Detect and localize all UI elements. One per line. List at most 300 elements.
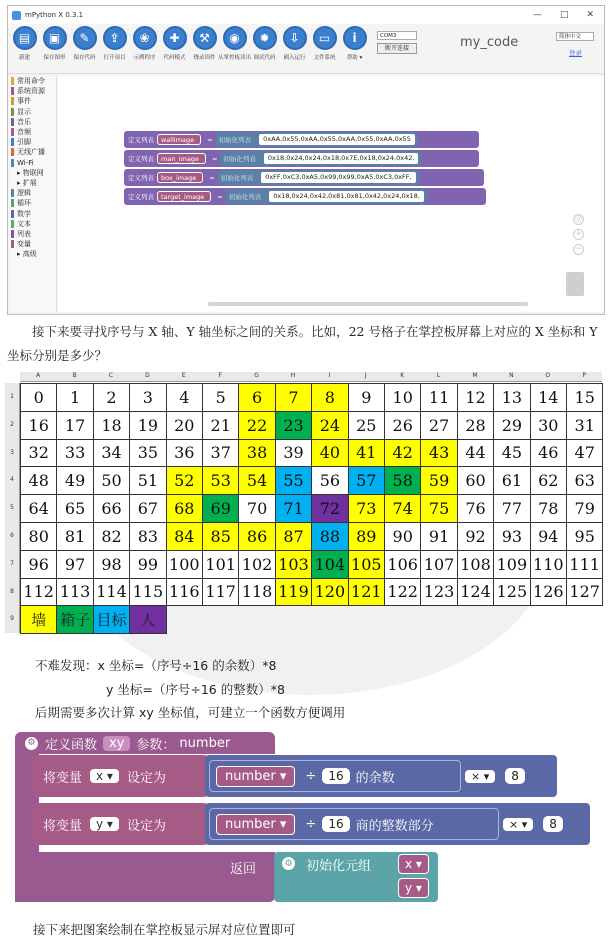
multiplier-number[interactable]: 8 xyxy=(505,768,525,784)
grid-cell: 23 xyxy=(275,411,312,440)
sidebar-category[interactable] xyxy=(9,158,56,168)
sidebar-category-label: 变量 xyxy=(17,240,31,249)
new-file-icon: ▤ xyxy=(13,26,37,50)
window-title: mPython X 0.3.1 xyxy=(25,11,84,19)
grid-cell: 100 xyxy=(166,550,203,579)
grid-cell: 2 xyxy=(93,383,130,412)
grid-cell: 43 xyxy=(420,439,457,468)
toolbar-button[interactable] xyxy=(10,26,39,61)
sidebar-category-label: 无线广播 xyxy=(17,148,45,157)
column-header: E xyxy=(166,372,202,382)
sidebar-category[interactable] xyxy=(9,178,56,188)
grid-cell: 24 xyxy=(311,411,348,440)
define-function-block[interactable] xyxy=(15,732,275,754)
grid-cell: 27 xyxy=(420,411,457,440)
toolbar-button[interactable] xyxy=(190,26,219,61)
grid-cell: 15 xyxy=(566,383,603,412)
sidebar-category[interactable] xyxy=(9,76,56,86)
legend-cell: 箱子 xyxy=(56,605,93,634)
grid-cell: 120 xyxy=(311,578,348,607)
function-name[interactable]: xy xyxy=(103,736,130,751)
sidebar-category-label: 数学 xyxy=(17,209,31,218)
horizontal-scrollbar[interactable] xyxy=(208,302,528,306)
column-header: F xyxy=(202,372,238,382)
sidebar-category-label: 列表 xyxy=(17,229,31,238)
row-header: 8 xyxy=(5,578,20,606)
grid-cell: 104 xyxy=(311,550,348,579)
gear-icon[interactable]: ⚙ xyxy=(25,737,38,750)
grid-cell: 121 xyxy=(348,578,385,607)
toolbar-button[interactable] xyxy=(130,26,159,61)
var-y-dropdown[interactable]: y ▾ xyxy=(90,817,119,831)
grid-cell: 11 xyxy=(420,383,457,412)
sidebar-category[interactable] xyxy=(9,137,56,147)
grid-cell: 69 xyxy=(202,494,239,523)
grid-cell: 52 xyxy=(166,466,203,495)
grid-cell: 107 xyxy=(420,550,457,579)
toolbar-button[interactable] xyxy=(100,26,129,61)
grid-cell: 21 xyxy=(202,411,239,440)
sidebar-category[interactable] xyxy=(9,86,56,96)
grid-cell: 53 xyxy=(202,466,239,495)
sidebar-category[interactable] xyxy=(9,229,56,239)
sidebar-category-label: 循环 xyxy=(17,199,31,208)
grid-cell: 86 xyxy=(238,522,275,551)
toolbar-button-label: 从掌控板读出 xyxy=(218,55,252,61)
category-color-swatch xyxy=(11,199,14,207)
category-color-swatch xyxy=(11,138,14,146)
grid-cell: 66 xyxy=(93,494,130,523)
multiply-op-dropdown[interactable]: × ▾ xyxy=(503,818,533,831)
formula-y: y 坐标=（序号÷16 的整数）*8 xyxy=(106,682,285,697)
divisor-number[interactable]: 16 xyxy=(322,816,349,832)
grid-cell: 115 xyxy=(129,578,166,607)
column-header: A xyxy=(20,372,56,382)
list-values-field[interactable]: 0xAA,0x55,0xAA,0x55,0xAA,0x55,0xAA,0x55 xyxy=(259,134,415,145)
zoom-controls xyxy=(573,214,584,255)
sidebar-category[interactable] xyxy=(9,107,56,117)
grid-cell: 18 xyxy=(93,411,130,440)
list-var-dropdown[interactable]: target_image xyxy=(157,191,211,202)
toolbar-button-label: 调试代码 xyxy=(253,55,276,61)
grid-cell: 44 xyxy=(457,439,494,468)
formula-x: 不难发现：x 坐标=（序号÷16 的余数）*8 xyxy=(35,658,277,673)
row-header: 4 xyxy=(5,466,20,494)
row-header: 6 xyxy=(5,522,20,550)
toolbar-button-label: 新建 xyxy=(18,55,30,61)
sidebar-category-label: ▸ 物联网 xyxy=(17,168,44,177)
grid-cell: 111 xyxy=(566,550,603,579)
column-header: H xyxy=(275,372,311,382)
file-system-icon: ▭ xyxy=(313,26,337,50)
toolbar-button[interactable] xyxy=(70,26,99,61)
column-header: C xyxy=(93,372,129,382)
category-color-swatch xyxy=(11,148,14,156)
sidebar-category[interactable] xyxy=(9,188,56,198)
init-list-label: 初始化列表 xyxy=(223,155,256,163)
grid-cell: 124 xyxy=(457,578,494,607)
grid-cell: 79 xyxy=(566,494,603,523)
multiplier-number[interactable]: 8 xyxy=(543,816,563,832)
grid-cell: 77 xyxy=(493,494,530,523)
debug-icon: ✹ xyxy=(253,26,277,50)
list-var-dropdown[interactable]: man_image xyxy=(157,153,206,164)
sidebar-category-label: 系统资源 xyxy=(17,87,45,96)
port-select[interactable]: COM3 xyxy=(377,31,417,40)
define-list-label: 定义列表 xyxy=(128,136,154,144)
category-color-swatch xyxy=(11,118,14,126)
grid-cell: 62 xyxy=(530,466,567,495)
zoom-out-icon[interactable]: − xyxy=(574,244,583,254)
language-select[interactable]: 简体中文 xyxy=(556,32,594,41)
grid-cell: 84 xyxy=(166,522,203,551)
toolbar-button[interactable] xyxy=(340,26,369,61)
category-color-swatch xyxy=(11,77,14,85)
grid-cell: 1 xyxy=(56,383,93,412)
divide-sign: ÷ xyxy=(305,768,317,784)
init-list-block[interactable] xyxy=(218,170,419,185)
category-color-swatch xyxy=(11,97,14,105)
code-mode-icon: ✚ xyxy=(163,26,187,50)
divide-sign: ÷ xyxy=(305,816,317,832)
grid-cell: 127 xyxy=(566,578,603,607)
multiply-block-x[interactable] xyxy=(205,755,557,797)
grid-cell: 54 xyxy=(238,466,275,495)
quotient-label: 商的整数部分 xyxy=(355,818,434,834)
grid-cell: 29 xyxy=(493,411,530,440)
sidebar-category-label: ▸ 高级 xyxy=(17,250,37,259)
init-list-label: 初始化列表 xyxy=(220,174,254,182)
column-header: M xyxy=(457,372,493,382)
grid-cell: 123 xyxy=(420,578,457,607)
remainder-block[interactable] xyxy=(209,760,461,792)
number-var-dropdown[interactable]: number ▾ xyxy=(216,814,295,835)
grid-cell: 20 xyxy=(166,411,203,440)
grid-cell: 48 xyxy=(20,466,57,495)
grid-cell: 28 xyxy=(457,411,494,440)
block-category-sidebar xyxy=(9,76,57,312)
toolbar-button-label: 示例程序 xyxy=(133,55,156,61)
sidebar-category[interactable] xyxy=(9,117,56,127)
column-header: J xyxy=(348,372,384,382)
grid-cell: 88 xyxy=(311,522,348,551)
row-header: 2 xyxy=(5,411,20,439)
grid-cell: 39 xyxy=(275,439,312,468)
toolbar-button-label: 刷入运行 xyxy=(283,55,306,61)
init-tuple-block[interactable] xyxy=(274,852,438,902)
grid-cell: 35 xyxy=(129,439,166,468)
grid-cell: 34 xyxy=(93,439,130,468)
sidebar-category-label: 事件 xyxy=(17,97,31,106)
grid-cell: 56 xyxy=(311,466,348,495)
legend-cell: 墙 xyxy=(20,605,57,634)
grid-cell: 51 xyxy=(129,466,166,495)
grid-cell: 112 xyxy=(20,578,57,607)
set-to-label: 设定为 xyxy=(126,770,166,786)
category-color-swatch xyxy=(11,230,14,238)
grid-cell: 16 xyxy=(20,411,57,440)
grid-cell: 59 xyxy=(420,466,457,495)
grid-cell: 97 xyxy=(56,550,93,579)
sidebar-category-label: ▸ 扩展 xyxy=(17,178,37,187)
toolbar-button[interactable] xyxy=(310,26,339,61)
grid-cell: 30 xyxy=(530,411,567,440)
grid-cell: 98 xyxy=(93,550,130,579)
flash-run-icon: ⇩ xyxy=(283,26,307,50)
list-values-field[interactable]: 0xFF,0xC3,0xA5,0x99,0x99,0xA5,0xC3,0xFF, xyxy=(261,172,415,183)
category-color-swatch xyxy=(11,108,14,116)
grid-cell: 42 xyxy=(384,439,421,468)
row-header: 5 xyxy=(5,494,20,522)
row-header: 1 xyxy=(5,383,20,411)
define-list-label: 定义列表 xyxy=(128,155,154,163)
define-list-label: 定义列表 xyxy=(128,193,154,201)
toolbar-button[interactable] xyxy=(280,26,309,61)
grid-cell: 89 xyxy=(348,522,385,551)
grid-cell: 118 xyxy=(238,578,275,607)
set-label: 将变量 xyxy=(43,770,83,786)
grid-cell: 50 xyxy=(93,466,130,495)
closing-paragraph: 接下来把图案绘制在掌控板显示屏对应位置即可 xyxy=(33,922,296,937)
grid-cell: 117 xyxy=(202,578,239,607)
grid-cell: 33 xyxy=(56,439,93,468)
grid-cell: 103 xyxy=(275,550,312,579)
init-list-label: 初始化列表 xyxy=(228,193,262,201)
open-project-icon: ⇪ xyxy=(103,26,127,50)
multiply-op-dropdown[interactable]: × ▾ xyxy=(465,770,495,783)
login-link[interactable]: 登录 xyxy=(569,49,582,57)
multiply-block-y[interactable] xyxy=(205,803,590,845)
toolbar-button-label: 打开项目 xyxy=(103,55,126,61)
grid-cell: 99 xyxy=(129,550,166,579)
sidebar-category[interactable] xyxy=(9,198,56,208)
sidebar-category[interactable] xyxy=(9,147,56,157)
examples-icon: ❀ xyxy=(133,26,157,50)
grid-cell: 102 xyxy=(238,550,275,579)
grid-cell: 47 xyxy=(566,439,603,468)
grid-cell: 74 xyxy=(384,494,421,523)
toolbar-button[interactable] xyxy=(40,26,69,61)
column-header: I xyxy=(311,372,347,382)
column-header: L xyxy=(420,372,456,382)
tuple-x-dropdown[interactable]: x ▾ xyxy=(398,854,429,874)
toolbar-button-label: 代码模式 xyxy=(163,55,186,61)
sidebar-category[interactable] xyxy=(9,219,56,229)
equals-sign: = xyxy=(217,192,223,201)
grid-cell: 19 xyxy=(129,411,166,440)
grid-cell: 12 xyxy=(457,383,494,412)
grid-cell: 6 xyxy=(238,383,275,412)
disconnect-button[interactable]: 断开连接 xyxy=(377,43,417,54)
grid-cell: 81 xyxy=(56,522,93,551)
list-var-dropdown[interactable]: wallimage xyxy=(157,134,201,145)
number-var-dropdown[interactable]: number ▾ xyxy=(216,766,295,787)
grid-cell: 31 xyxy=(566,411,603,440)
grid-cell: 8 xyxy=(311,383,348,412)
grid-cell: 46 xyxy=(530,439,567,468)
legend-cell: 人 xyxy=(129,605,166,634)
category-color-swatch xyxy=(11,87,14,95)
project-name[interactable]: my_code xyxy=(460,35,519,50)
grid-cell: 57 xyxy=(348,466,385,495)
column-header: D xyxy=(129,372,165,382)
recenter-icon[interactable]: ◎ xyxy=(574,214,583,224)
gear-icon[interactable]: ⚙ xyxy=(282,857,295,870)
equals-sign: = xyxy=(207,135,213,144)
trash-icon[interactable] xyxy=(566,272,584,296)
category-color-swatch xyxy=(11,189,14,197)
grid-cell: 37 xyxy=(202,439,239,468)
save-code-icon: ✎ xyxy=(73,26,97,50)
grid-cell: 63 xyxy=(566,466,603,495)
app-icon xyxy=(12,11,21,20)
grid-cell: 105 xyxy=(348,550,385,579)
grid-cell: 73 xyxy=(348,494,385,523)
category-color-swatch xyxy=(11,240,14,248)
category-color-swatch xyxy=(11,210,14,218)
quotient-block[interactable] xyxy=(209,808,499,840)
set-y-block[interactable] xyxy=(33,803,208,845)
grid-cell: 13 xyxy=(493,383,530,412)
grid-cell: 106 xyxy=(384,550,421,579)
function-note: 后期需要多次计算 xy 坐标值，可建立一个函数方便调用 xyxy=(35,705,346,720)
grid-cell: 87 xyxy=(275,522,312,551)
toolbar-button[interactable] xyxy=(218,26,252,61)
sidebar-category-label: 逻辑 xyxy=(17,189,31,198)
grid-cell: 108 xyxy=(457,550,494,579)
define-list-block[interactable] xyxy=(124,150,479,167)
grid-cell: 9 xyxy=(348,383,385,412)
define-list-block[interactable] xyxy=(124,131,479,148)
divisor-number[interactable]: 16 xyxy=(322,768,349,784)
grid-cell: 64 xyxy=(20,494,57,523)
toolbar-button-label: 保存代码 xyxy=(73,55,96,61)
grid-cell: 7 xyxy=(275,383,312,412)
toolbar-button-label: 文件系统 xyxy=(313,55,336,61)
grid-cell: 80 xyxy=(20,522,57,551)
define-list-label: 定义列表 xyxy=(128,174,154,182)
sidebar-category[interactable] xyxy=(9,239,56,249)
maximize-button[interactable]: □ xyxy=(559,10,569,20)
define-list-block[interactable] xyxy=(124,188,486,205)
serial-icon: ◉ xyxy=(223,26,247,50)
var-x-dropdown[interactable]: x ▾ xyxy=(90,769,119,783)
toolbar-button[interactable] xyxy=(250,26,279,61)
block-workspace[interactable] xyxy=(58,76,604,312)
grid-cell: 17 xyxy=(56,411,93,440)
column-header: P xyxy=(566,372,602,382)
save-file-icon: ▣ xyxy=(43,26,67,50)
grid-cell: 122 xyxy=(384,578,421,607)
param-label: 参数： xyxy=(136,737,176,753)
remainder-label: 的余数 xyxy=(355,770,395,786)
column-header: N xyxy=(493,372,529,382)
sidebar-category[interactable] xyxy=(9,208,56,218)
grid-cell: 85 xyxy=(202,522,239,551)
grid-cell: 125 xyxy=(493,578,530,607)
category-color-swatch xyxy=(11,159,14,167)
grid-cell: 67 xyxy=(129,494,166,523)
grid-cell: 55 xyxy=(275,466,312,495)
row-header: 9 xyxy=(5,605,20,633)
param-name: number xyxy=(179,735,231,751)
grid-cell: 68 xyxy=(166,494,203,523)
grid-cell: 5 xyxy=(202,383,239,412)
sidebar-category-label: 文本 xyxy=(17,219,31,228)
grid-cell: 3 xyxy=(129,383,166,412)
grid-cell: 70 xyxy=(238,494,275,523)
sidebar-category-label: 音频 xyxy=(17,128,31,137)
mpython-window xyxy=(7,5,605,315)
title-bar xyxy=(8,6,604,24)
sidebar-category-label: 显示 xyxy=(17,107,31,116)
category-color-swatch xyxy=(11,220,14,228)
grid-cell: 49 xyxy=(56,466,93,495)
grid-cell: 45 xyxy=(493,439,530,468)
tuple-y-dropdown[interactable]: y ▾ xyxy=(398,878,429,898)
minimize-button[interactable]: — xyxy=(532,10,542,20)
grid-cell: 96 xyxy=(20,550,57,579)
grid-cell: 83 xyxy=(129,522,166,551)
grid-cell: 41 xyxy=(348,439,385,468)
grid-cell: 14 xyxy=(530,383,567,412)
sidebar-category-label: 常用命令 xyxy=(17,77,45,86)
zoom-in-icon[interactable]: + xyxy=(574,229,583,239)
list-values-field[interactable]: 0x18,0x24,0x24,0x18,0x7E,0x18,0x24,0x42, xyxy=(264,153,419,164)
grid-cell: 25 xyxy=(348,411,385,440)
grid-cell: 93 xyxy=(493,522,530,551)
grid-cell: 110 xyxy=(530,550,567,579)
init-list-block[interactable] xyxy=(216,132,418,147)
legend-cell: 目标 xyxy=(93,605,130,634)
sidebar-category[interactable] xyxy=(9,96,56,106)
grid-cell: 38 xyxy=(238,439,275,468)
grid-cell: 94 xyxy=(530,522,567,551)
sidebar-category[interactable] xyxy=(9,249,56,259)
sidebar-category[interactable] xyxy=(9,168,56,178)
sidebar-category-label: 引脚 xyxy=(17,138,31,147)
sidebar-category-label: 音乐 xyxy=(17,117,31,126)
grid-cell: 58 xyxy=(384,466,421,495)
help-icon: i xyxy=(343,26,367,50)
firmware-icon: ⚒ xyxy=(193,26,217,50)
grid-cell: 82 xyxy=(93,522,130,551)
define-list-block[interactable] xyxy=(124,169,484,186)
grid-cell: 60 xyxy=(457,466,494,495)
grid-cell: 61 xyxy=(493,466,530,495)
sidebar-category[interactable] xyxy=(9,127,56,137)
list-values-field[interactable]: 0x18,0x24,0x42,0x81,0x81,0x42,0x24,0x18, xyxy=(269,191,424,202)
set-label: 将变量 xyxy=(43,818,83,834)
grid-cell: 101 xyxy=(202,550,239,579)
set-x-block[interactable] xyxy=(33,755,208,797)
list-var-dropdown[interactable]: box_image xyxy=(157,172,203,183)
grid-cell: 92 xyxy=(457,522,494,551)
grid-cell: 114 xyxy=(93,578,130,607)
intro-paragraph: 接下来要寻找序号与 X 轴、Y 轴坐标之间的关系。比如，22 号格子在掌控板屏幕上对应的 X 坐标和 Y 坐标分别是多少？ xyxy=(7,324,598,363)
define-function-label: 定义函数 xyxy=(45,737,98,753)
init-list-block[interactable] xyxy=(226,189,427,204)
toolbar-button-label: 烧录固件 xyxy=(193,55,216,61)
toolbar-button-label: 帮助 ▾ xyxy=(346,55,363,61)
grid-cell: 65 xyxy=(56,494,93,523)
column-header: B xyxy=(56,372,92,382)
toolbar-button[interactable] xyxy=(160,26,189,61)
init-list-block[interactable] xyxy=(220,151,421,166)
equals-sign: = xyxy=(211,154,218,163)
equals-sign: = xyxy=(209,173,215,182)
close-button[interactable]: ✕ xyxy=(586,10,594,20)
